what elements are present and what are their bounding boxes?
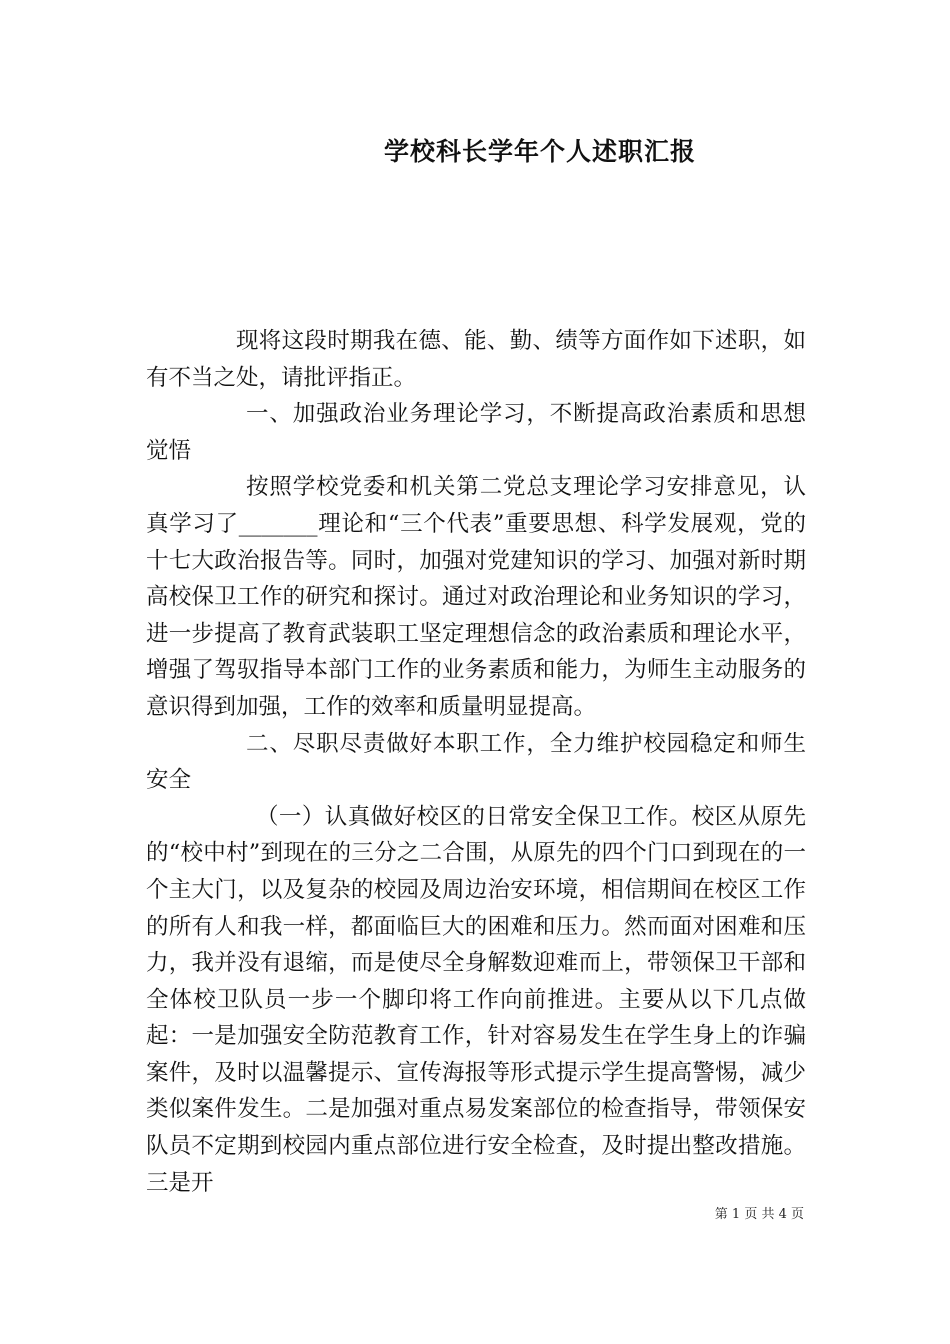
paragraph-intro: 现将这段时期我在德、能、勤、绩等方面作如下述职，如有不当之处，请批评指正。 <box>146 328 806 391</box>
document-title: 学校科长学年个人述职汇报 <box>383 137 696 166</box>
section-heading-1: 一、加强政治业务理论学习，不断提高政治素质和思想觉悟 <box>146 401 806 464</box>
page-number-footer: 第 1 页 共 4 页 <box>714 1207 804 1222</box>
section-heading-2: 二、尽职尽责做好本职工作，全力维护校园稳定和师生安全 <box>146 730 806 794</box>
paragraph-study: 按照学校党委和机关第二党总支理论学习安排意见，认真学习了_______理论和“三个代表”重要思想、科学发展观，党的十七大政治报告等。同时，加强对党建知识的学习、加强对新时期高校保卫工作的研究和探讨。通过对政治理论和业务知识的学习，进一步提高了教育武装职工坚定理想信念的政治素质和理论水平，增强了驾驭指导本部门工作的业务素质和能力，为师生主动服务的意识得到加强，工作的效率和质量明显提高。 <box>146 474 806 720</box>
document-body <box>146 323 806 1201</box>
paragraph-security: （一）认真做好校区的日常安全保卫工作。校区从原先的“校中村”到现在的三分之二合围，从原先的四个门口到现在的一个主大门，以及复杂的校园及周边治安环境，相信期间在校区工作的所有人和我一样，都面临巨大的困难和压力。然而面对困难和压力，我并没有退缩，而是使尽全身解数迎难而上，带领保卫干部和全体校卫队员一步一个脚印将工作向前推进。主要从以下几点做起：一是加强安全防范教育工作，针对容易发生在学生身上的诈骗案件，及时以温馨提示、宣传海报等形式提示学生提高警惕，减少类似案件发生。二是加强对重点易发案部位的检查指导，带领保安队员不定期到校园内重点部位进行安全检查，及时提出整改措施。三是开 <box>146 803 806 1196</box>
